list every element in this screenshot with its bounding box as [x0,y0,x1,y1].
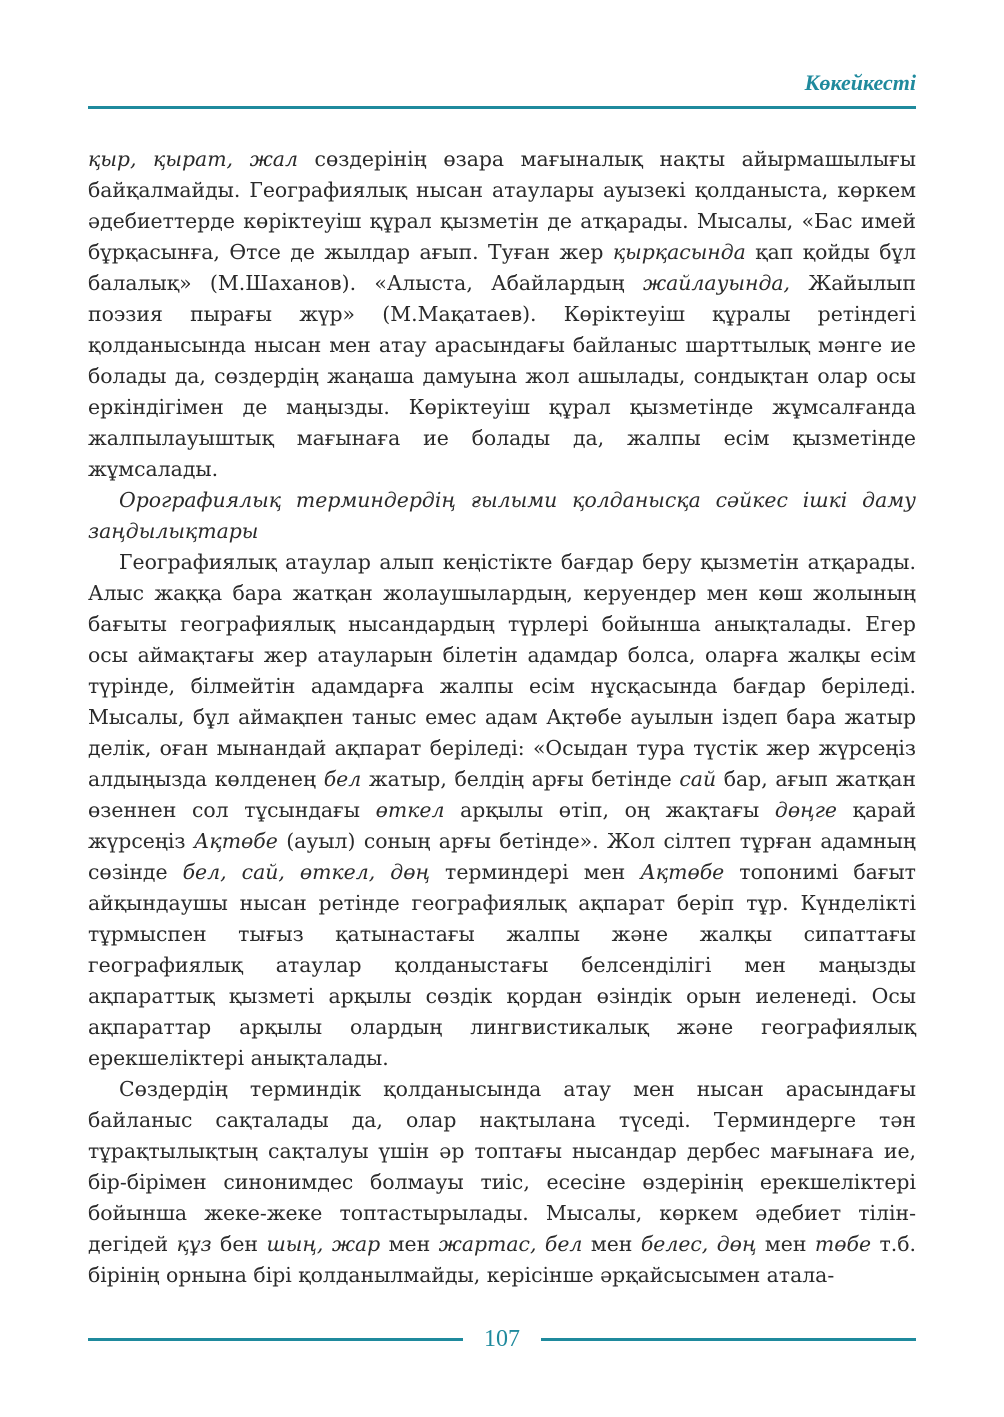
text-run: бар, ағып жатқан өзеннен сол тұсындағы [88,767,916,822]
text-run: терминдері мен [430,860,641,884]
header-rule [88,106,916,109]
text-run: Жайылып поэзия пырағы жүр» (М.Мақатаев). Көріктеуіш құралы ретіндегі қолданысында нысан мен атау арасындағы байланыс шарттылық мәнге ие болады да, сөздердің жаңаша дамуына жол ашылады, сондықтан олар осы еркіндігімен де маңызды. Көріктеуіш құрал қызметінде жұмсалғанда жалпылауыштық мағынаға ие болады да, жалпы есім қызметінде жұмсалады. [88,271,916,481]
text-run: мен [756,1232,815,1256]
italic-term: құз [176,1232,212,1256]
italic-term: бел, сай, өткел, дөң [182,860,430,884]
paragraph [88,144,916,485]
italic-term: қырқасында [612,240,746,264]
italic-term: төбе [814,1232,872,1256]
paragraph [88,485,916,547]
italic-term: белес, дөң [640,1232,757,1256]
italic-term: жартас, бел [438,1232,583,1256]
text-run: қарай жүрсеңіз [88,798,916,853]
text-run: сөздерінің өзара мағыналық нақты айырмашылығы байқалмайды. Географиялық нысан атаулары ауызекі қолданыста, көркем әдебиеттерде көріктеуіш құрал қызметін де атқарады. Мысалы, «Бас имей бұрқасынға, Өтсе де жылдар ағып. Туған жер [88,147,916,264]
text-run: Сөздердің терминдік қолданысында атау мен нысан арасындағы байланыс сақталады да, олар нақтылана түседі. Терминдерге тән тұрақтылықтың сақталуы үшін әр топтағы нысандар дербес мағынаға ие, бір-бірімен синонимдес болмауы тиіс, есесіне өздерінің ерекшеліктері бойынша жеке-жеке топтастырылады. Мысалы, көркем әдебиет тіліндегідей [88,1077,916,1256]
footer-rule-right [541,1338,916,1341]
text-run: (ауыл) соның арғы бетінде». Жол сілтеп тұрған адамның сөзінде [88,829,917,884]
text-run: қап қойды бұл балалық» (М.Шаханов). «Алыста, Абайлардың [88,240,916,295]
text-run: жатыр, белдің арғы бетінде [361,767,680,791]
paragraph [88,547,916,1074]
text-run: топонимі бағыт айқындаушы нысан ретінде географиялық ақпарат беріп тұр. Күнделікті тұрмыспен тығыз қатынастағы жалпы және жалқы сипаттағы географиялық атаулар қолданыстағы белсенділігі мен маңызды ақпараттық қызметі арқылы сөздік қордан өзіндік орын иеленеді. Осы ақпараттар арқылы олардың лингвистикалық және географиялық ерекшеліктері анықталады. [88,860,916,1070]
text-run: мен [380,1232,439,1256]
italic-term: Орографиялық терминдердің ғылыми қолданысқа сәйкес ішкі даму заңдылықтары [88,488,916,543]
italic-term: сай [679,767,717,791]
italic-term: қыр, қырат, жал [88,147,298,171]
italic-term: бел [323,767,362,791]
paragraph [88,1074,916,1291]
italic-term: Ақтөбе [640,860,725,884]
text-run: мен [582,1232,641,1256]
text-run: т.б. бірінің орнына бірі қолданылмайды, керісінше әрқайсысымен атала- [88,1232,917,1287]
italic-term: өткел [375,798,445,822]
italic-term: шың, жар [266,1232,381,1256]
italic-term: жайлауында, [642,271,791,295]
text-run: бен [211,1232,267,1256]
text-run: Географиялық атаулар алып кеңістікте бағдар беру қызметін атқарады. Алыс жаққа бара жатқан жолаушылардың, керуендер мен көш жолының бағыты географиялық нысандардың түрлері бойынша анықталады. Егер осы аймақтағы жер атауларын білетін адамдар болса, оларға жалқы есім түрінде, білмейтін адамдарға жалпы есім нұсқасында бағдар беріледі. Мысалы, бұл аймақпен таныс емес адам Ақтөбе ауылын іздеп бара жатыр делік, оған мынандай ақпарат беріледі: «Осыдан тура түстік жер жүрсеңіз алдыңызда көлденең [88,550,916,791]
footer-rule-left [88,1338,463,1341]
text-run: арқылы өтіп, оң жақтағы [444,798,775,822]
page-number: 107 [484,1326,520,1352]
body-text [88,144,916,1291]
running-header-title: Көкейкесті [804,70,916,95]
italic-term: дөңге [774,798,838,822]
italic-term: Ақтөбе [193,829,278,853]
